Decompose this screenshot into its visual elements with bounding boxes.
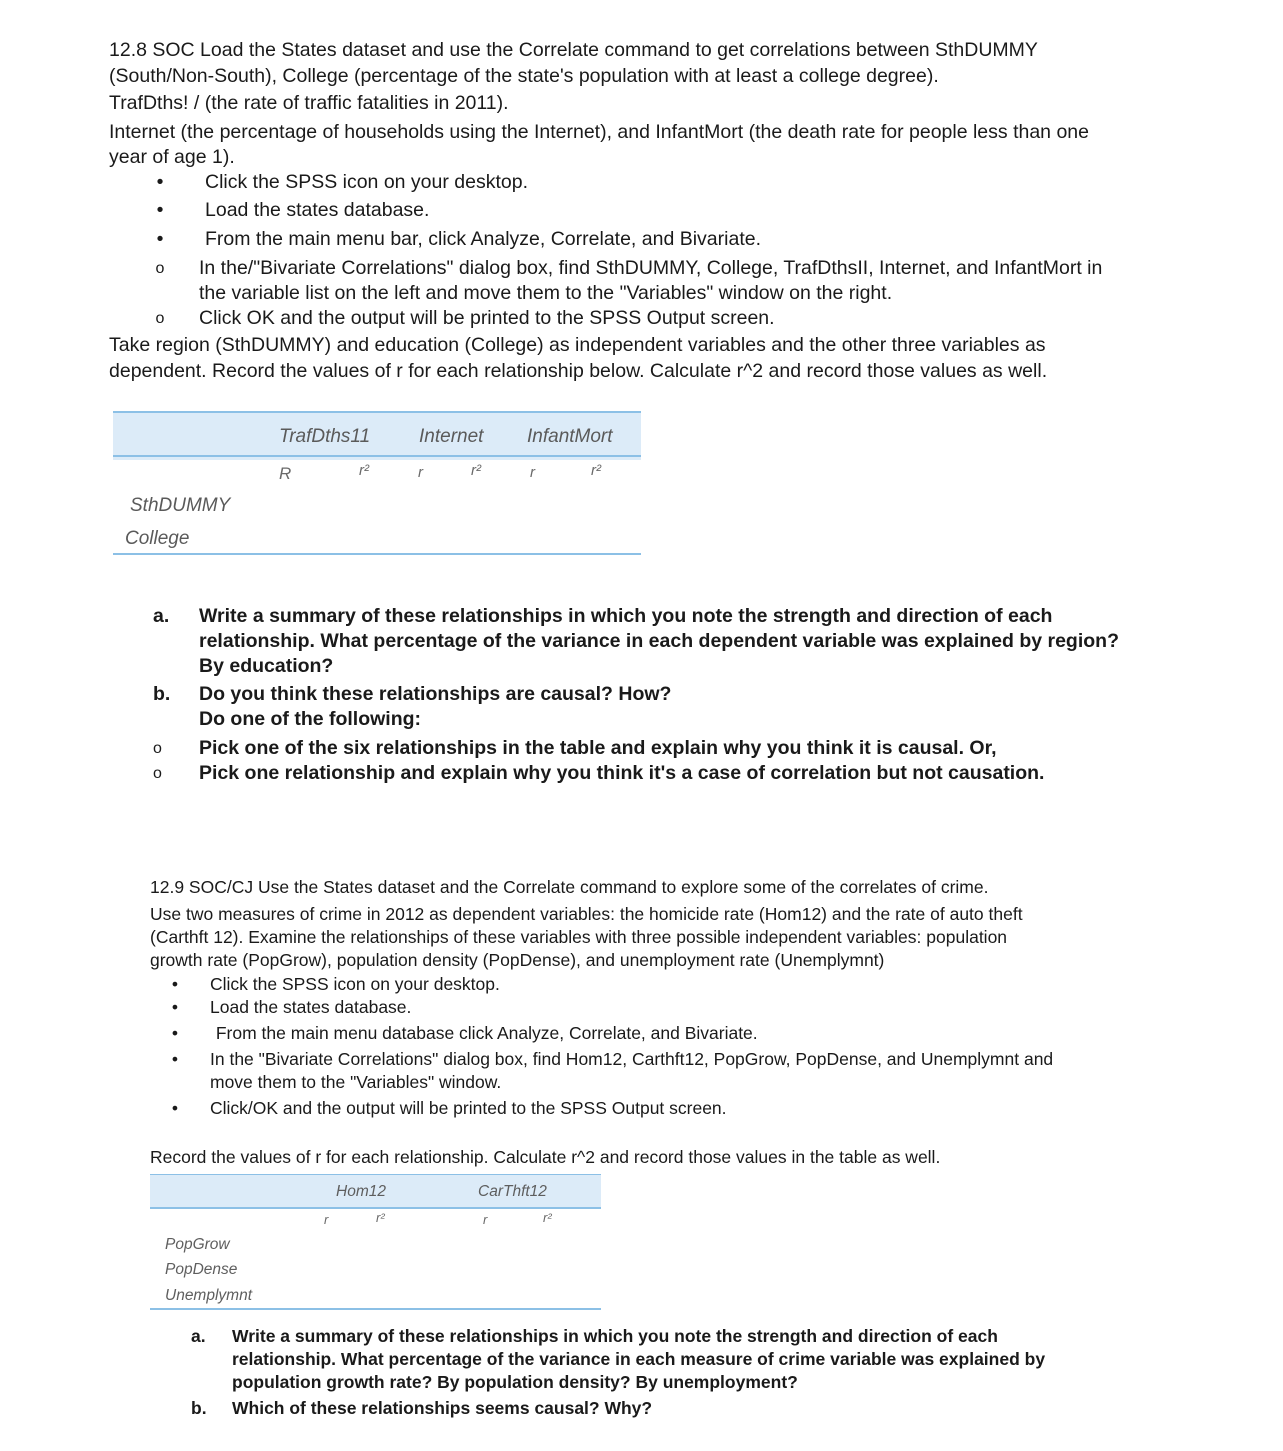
bullet-marker: •: [156, 199, 164, 221]
step-text: Click the SPSS icon on your desktop.: [210, 974, 500, 994]
row-label: PopGrow: [165, 1236, 230, 1253]
circle-marker: o: [153, 765, 162, 782]
column-subheader: r: [530, 464, 535, 481]
list-item: [150, 306, 1250, 332]
row-label: PopDense: [165, 1261, 238, 1278]
column-subheader: r²: [591, 462, 601, 479]
question-marker: b.: [153, 683, 171, 705]
table-bottom-rule: [150, 1308, 601, 1310]
list-item: [168, 973, 1258, 996]
intro-line: TrafDths! / (the rate of traffic fatalities in 2011).: [109, 92, 509, 114]
list-item: [168, 1097, 1258, 1120]
step-text: Click/OK and the output will be printed to the SPSS Output screen.: [210, 1098, 727, 1118]
bullet-marker: •: [171, 1023, 179, 1043]
step-text: Load the states database.: [205, 199, 430, 221]
question-text: Write a summary of these relationships in which you note the strength and direction of each: [199, 605, 1053, 627]
question-text: Do you think these relationships are causal? How?: [199, 683, 672, 705]
option-item: [153, 761, 1253, 787]
step-text: From the main menu database click Analyze, Correlate, and Bivariate.: [211, 1023, 758, 1043]
step-text: From the main menu bar, click Analyze, Correlate, and Bivariate.: [205, 228, 761, 250]
intro-line: (South/Non-South), College (percentage of the state's population with at least a college degree).: [109, 64, 939, 87]
bullet-marker: •: [171, 1098, 179, 1118]
intro-line: year of age 1).: [109, 146, 235, 168]
question-text: population growth rate? By population density? By unemployment?: [232, 1372, 798, 1392]
exercise-12-8-intro: [109, 38, 1259, 171]
table-bottom-rule: [113, 553, 641, 555]
column-header: TrafDths11: [279, 426, 371, 447]
column-subheader: r²: [376, 1210, 385, 1225]
step-text: Click OK and the output will be printed to the SPSS Output screen.: [199, 307, 775, 329]
question-a: [153, 604, 1263, 680]
column-subheader: r: [483, 1212, 488, 1227]
option-item: [153, 736, 1253, 762]
question-b: [153, 682, 1253, 734]
table-header-rule: [150, 1207, 601, 1209]
list-item: [150, 198, 1250, 224]
intro-line: (Carthft 12). Examine the relationships of these variables with three possible independent variables: population: [150, 927, 1008, 947]
circle-marker: o: [153, 740, 162, 757]
intro-line: Use two measures of crime in 2012 as dependent variables: the homicide rate (Hom12) and the rate of auto theft: [150, 904, 1023, 924]
intro-line: 12.9 SOC/CJ Use the States dataset and the Correlate command to explore some of the correlates of crime.: [150, 877, 989, 897]
bullet-marker: •: [156, 171, 164, 193]
column-header: InfantMort: [527, 426, 613, 447]
row-label: Unemplymnt: [165, 1287, 252, 1304]
bullet-marker: •: [171, 997, 179, 1017]
list-item: [168, 996, 1258, 1019]
correlation-table-12-9: [150, 1172, 601, 1312]
question-text: Which of these relationships seems causal? Why?: [232, 1398, 653, 1418]
step-text: In the "Bivariate Correlations" dialog box, find Hom12, Carthft12, PopGrow, PopDense, and Unemplymnt and: [210, 1049, 1054, 1069]
intro-line: 12.8 SOC Load the States dataset and use the Correlate command to get correlations between SthDUMMY: [109, 39, 1038, 61]
step-text: Load the states database.: [210, 997, 412, 1017]
intro-line: growth rate (PopGrow), population density (PopDense), and unemployment rate (Unemplymnt): [150, 950, 885, 970]
column-subheader: R: [279, 464, 292, 483]
column-header: CarThft12: [478, 1183, 547, 1200]
option-text: Pick one of the six relationships in the table and explain why you think it is causal. Or,: [199, 737, 997, 759]
list-item: [168, 1048, 1258, 1094]
column-subheader: r: [324, 1212, 329, 1227]
exercise-12-9-instructions: Record the values of r for each relationship. Calculate r^2 and record those values in the table as well.: [150, 1147, 941, 1167]
question-text: relationship. What percentage of the variance in each measure of crime variable was explained by: [232, 1349, 1046, 1369]
question-text: Do one of the following:: [199, 708, 422, 730]
question-b: [191, 1397, 1261, 1420]
bullet-marker: •: [171, 1049, 179, 1069]
step-text: In the/"Bivariate Correlations" dialog box, find SthDUMMY, College, TrafDthsII, Internet, and InfantMort in: [199, 257, 1103, 279]
question-text: By education?: [199, 655, 334, 677]
circle-marker: o: [155, 260, 165, 277]
row-label: SthDUMMY: [130, 495, 231, 516]
option-text: Pick one relationship and explain why you think it's a case of correlation but not causation.: [199, 762, 1045, 784]
bullet-marker: •: [171, 974, 179, 994]
column-subheader: r²: [471, 462, 481, 479]
question-marker: b.: [191, 1398, 207, 1418]
list-item: [150, 256, 1250, 306]
intro-line: Internet (the percentage of households using the Internet), and InfantMort (the death rate for people less than one: [109, 120, 1089, 143]
list-item: [168, 1022, 1258, 1045]
question-a: [191, 1325, 1261, 1395]
instruction-line: Take region (SthDUMMY) and education (College) as independent variables and the other three variables as: [109, 334, 1046, 356]
column-subheader: r²: [359, 462, 369, 479]
step-text: Click the SPSS icon on your desktop.: [205, 171, 528, 193]
step-text: the variable list on the left and move them to the "Variables" window on the right.: [199, 282, 893, 304]
row-label: College: [125, 528, 190, 549]
question-marker: a.: [191, 1326, 206, 1346]
list-item: [150, 170, 1250, 196]
question-text: relationship. What percentage of the variance in each dependent variable was explained by region?: [199, 630, 1119, 652]
column-subheader: r²: [543, 1210, 552, 1225]
exercise-12-8-instructions: [109, 333, 1259, 384]
column-header: Hom12: [336, 1183, 386, 1200]
column-subheader: r: [418, 464, 423, 481]
instruction-line: dependent. Record the values of r for each relationship below. Calculate r^2 and record those values as well.: [109, 359, 1048, 382]
question-marker: a.: [153, 605, 170, 627]
step-text: move them to the "Variables" window.: [210, 1072, 502, 1092]
list-item: [150, 227, 1250, 253]
exercise-12-9-intro: [150, 876, 1250, 972]
table-header-rule: [113, 455, 641, 457]
column-header: Internet: [419, 426, 484, 447]
bullet-marker: •: [156, 228, 164, 250]
question-text: Write a summary of these relationships in which you note the strength and direction of each: [232, 1326, 998, 1346]
correlation-table-12-8: [113, 409, 641, 557]
circle-marker: o: [155, 310, 165, 327]
